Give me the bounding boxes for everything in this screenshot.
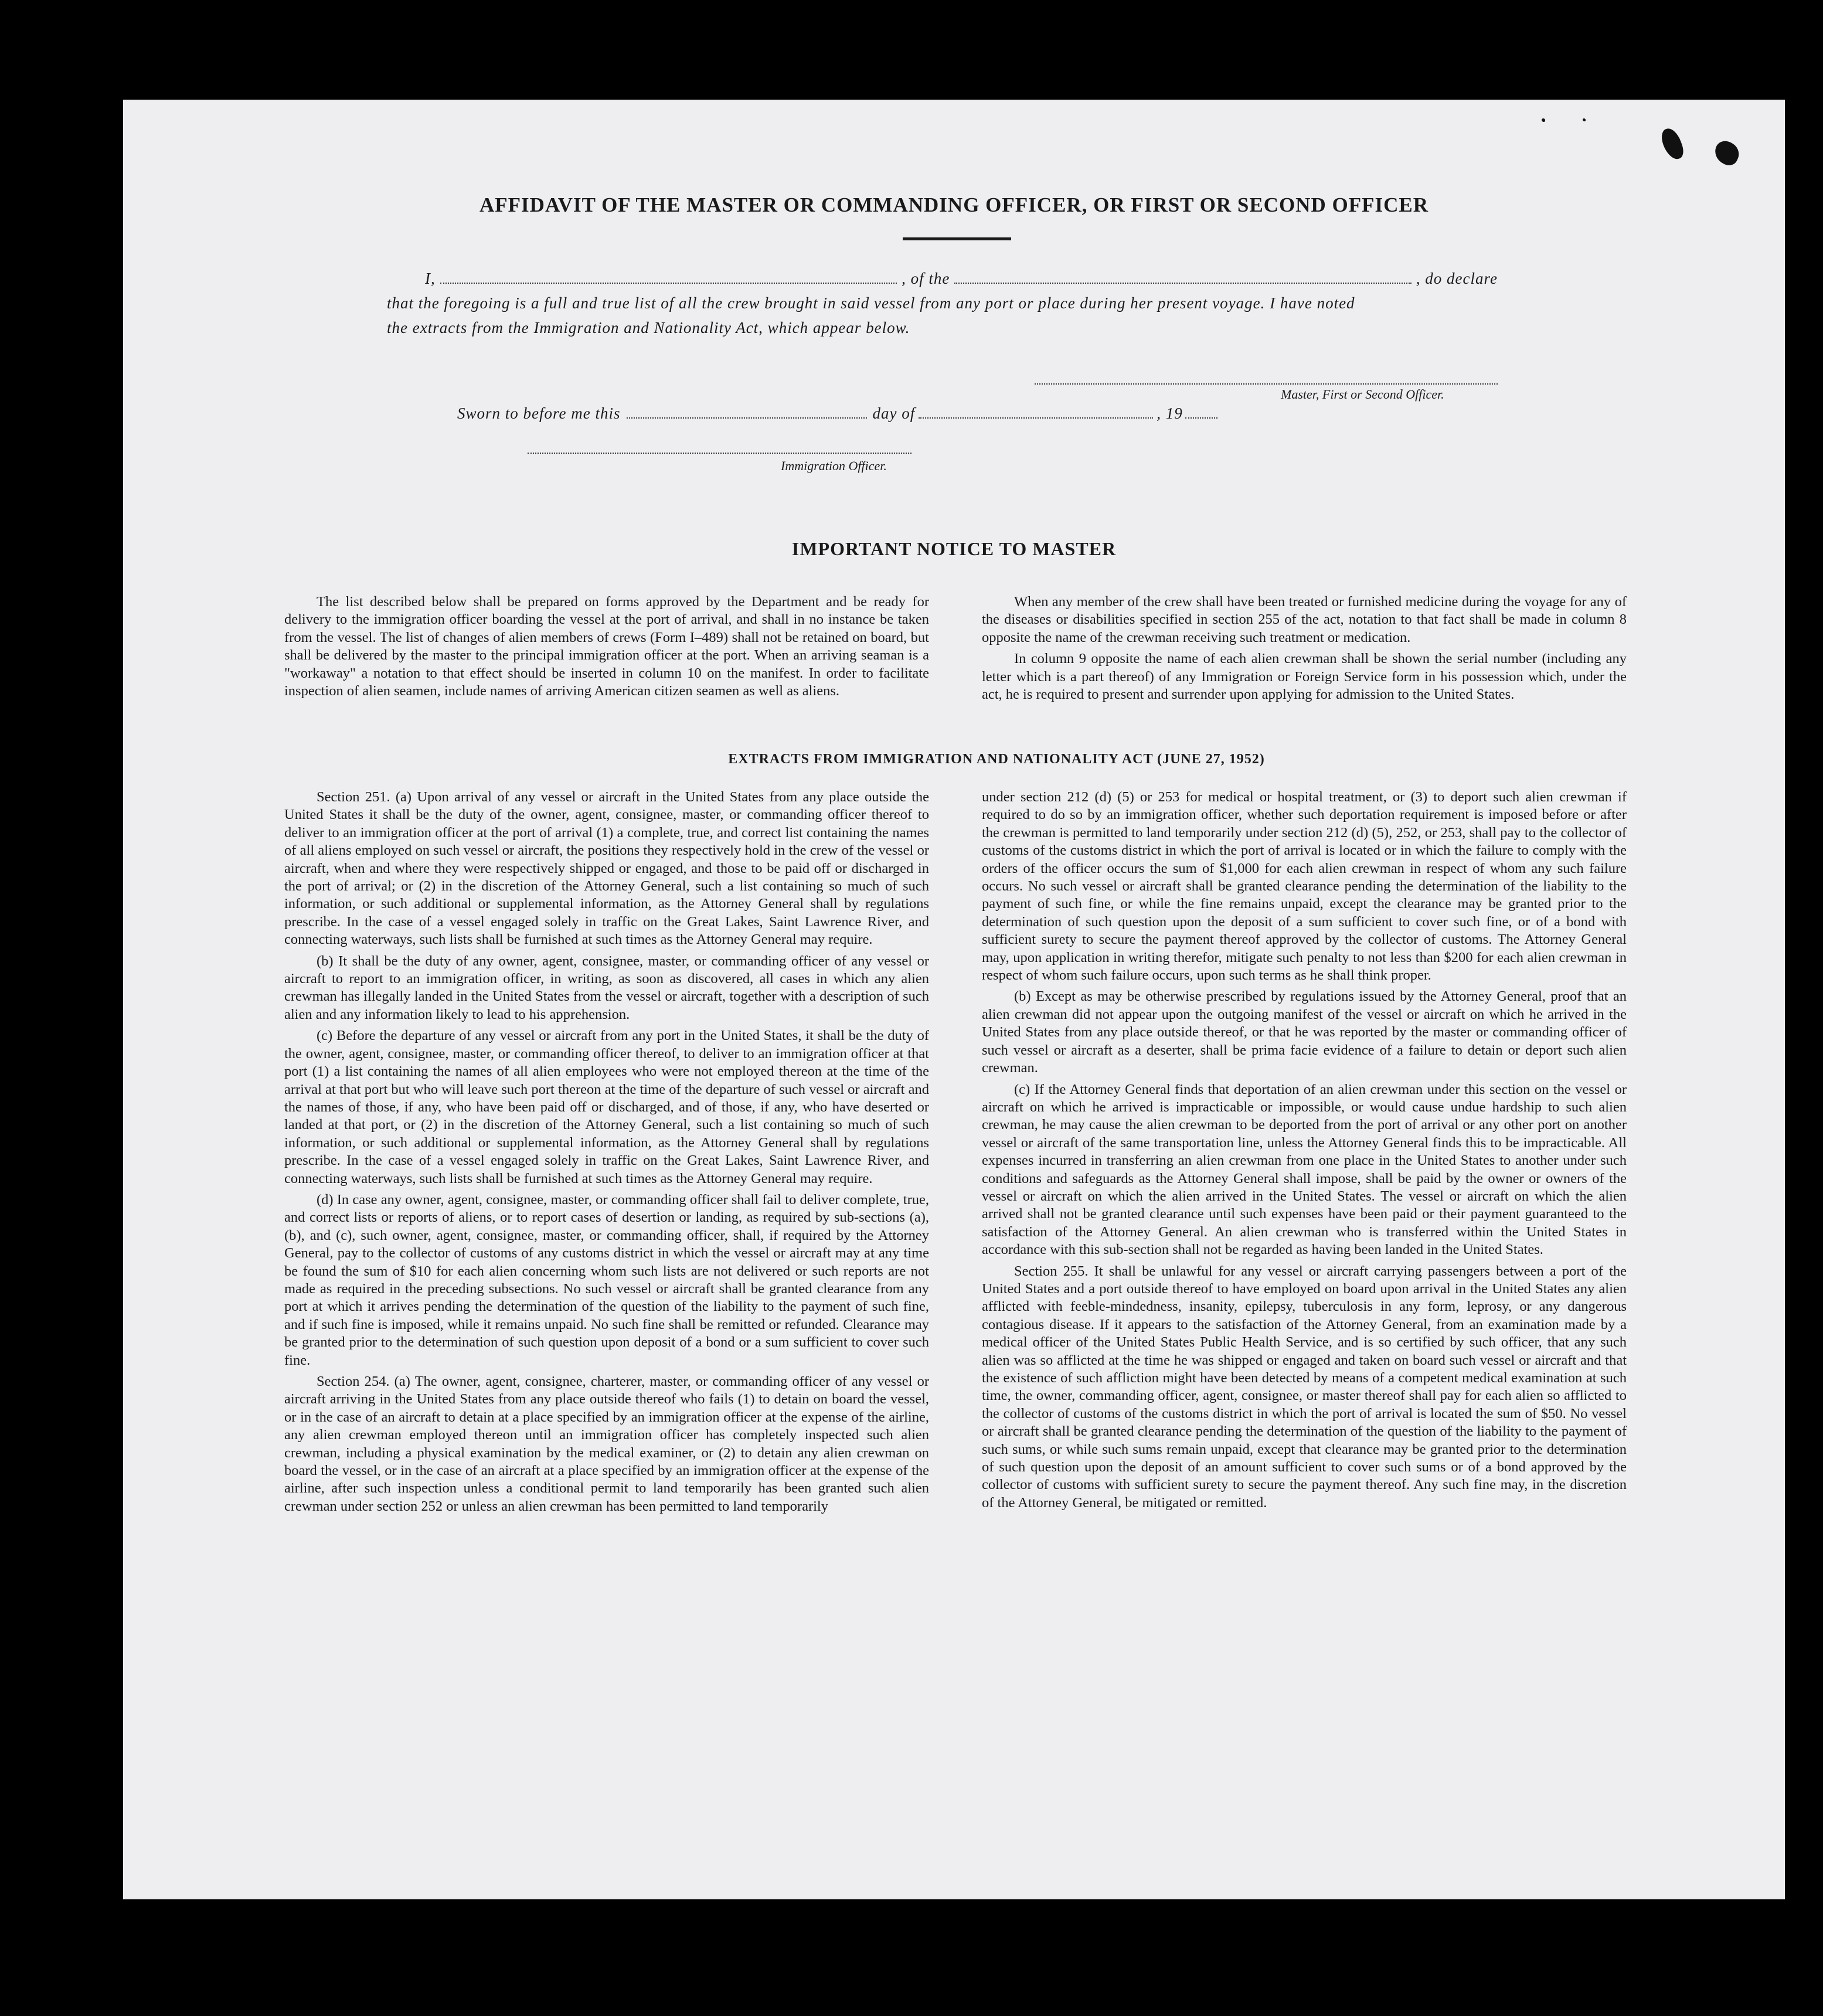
declaration bbox=[387, 266, 1498, 340]
notice-left-column bbox=[284, 593, 929, 703]
extracts-right-column bbox=[982, 788, 1627, 1515]
section-paragraph: (c) Before the departure of any vessel or aircraft from any port in the United States, it shall be the duty of the owner, agent, consignee, master, or commanding officer thereof, to deliver to an immigration officer at that port (1) a list containing the names of all alien employees who were not employed thereon at the time of the arrival at that port but who will leave such port thereon at the time of the departure of such vessel or aircraft and the names of those, if any, who have been paid off or discharged, and of those, if any, who have deserted or landed at that port, or (2) in the discretion of the Attorney General, such a list containing so much of such information, or such additional or supplemental information, as the Attorney General shall by regulations prescribe. In the case of a vessel engaged solely in traffic on the Great Lakes, Saint Lawrence River, and connecting waterways, such lists shall be furnished at such times as the Attorney General may require. bbox=[284, 1028, 929, 1187]
declaration-line2: that the foregoing is a full and true list of all the crew brought in said vessel from any port or place during her present voyage. I have noted bbox=[387, 294, 1355, 312]
ink-blot-mark bbox=[1542, 118, 1545, 122]
sworn-day-of: day of bbox=[872, 404, 916, 422]
section-paragraph: Section 255. It shall be unlawful for any vessel or aircraft carrying passengers between a port of the United States and a port outside thereof to have employed on board upon arrival in the United States any alien afflicted with feeble-mindedness, insanity, epilepsy, tuberculosis in any form, leprosy, or any dangerous contagious disease. If it appears to the satisfaction of the Attorney General, from an examination made by a medical officer of the United States Public Health Service, and is so certified by such officer, that any such alien was so afflicted at the time he was shipped or engaged and taken on board such vessel or aircraft and that the existence of such affliction might have been detected by means of a competent medical examination at such time, the owner, commanding officer, agent, consignee, or master thereof shall pay for each alien so afflicted to the collector of customs of the customs district in which the port of arrival is located the sum of $50. No vessel or aircraft shall be granted clearance pending the determination of the question of the liability to the payment of such sums, or while such sums remain unpaid, except that clearance may be granted prior to the determination of such question upon the deposit of an amount sufficient to cover such sums or of a bond approved by the collector of customs with sufficient surety to secure the payment thereof. Any such fine may, in the discretion of the Attorney General, be mitigated or remitted. bbox=[982, 1263, 1627, 1511]
declaration-line3: the extracts from the Immigration and Nationality Act, which appear below. bbox=[387, 319, 910, 336]
section-paragraph: under section 212 (d) (5) or 253 for medical or hospital treatment, or (3) to deport such alien crewman if required to do so by an immigration officer, whether such deportation requirement is imposed before or after the crewman is permitted to land temporarily under section 212 (d) (5), 252, or 253, shall pay to the collector of customs of the customs district in which the port of arrival is located or in which the failure to comply with the orders of the officer occurs the sum of $1,000 for each alien crewman in respect of whom any such failure occurs. No such vessel or aircraft shall be granted clearance pending the determination of the liability to the payment of such fine, or while the fine remains unpaid, except the clearance may be granted prior to the determination of such question upon the deposit of a sum sufficient to cover such fine, or of a bond with sufficient surety to secure the payment thereof approved by the collector of customs. The Attorney General may, upon application in writing therefor, mitigate such penalty to not less than $200 for each alien crewman in respect of whom such failure occurs, upon such terms as he shall think proper. bbox=[982, 789, 1627, 984]
master-signature-label: Master, First or Second Officer. bbox=[1281, 387, 1444, 402]
declaration-i: I, bbox=[425, 270, 436, 287]
affidavit-title: AFFIDAVIT OF THE MASTER OR COMMANDING OFFICER, OR FIRST OR SECOND OFFICER bbox=[479, 193, 1429, 216]
notice-paragraph: When any member of the crew shall have been treated or furnished medicine during the voyage for any of the diseases or disabilities specified in section 255 of the act, notation to that fact shall be made in column 8 opposite the name of the crewman receiving such treatment or medication. bbox=[982, 594, 1627, 645]
section-paragraph: (c) If the Attorney General finds that deportation of an alien crewman under this section on the vessel or aircraft on which he arrived is impracticable or impossible, or would cause undue hardship to such alien crewman, he may cause the alien crewman to be deported from the port of arrival or any other port on another vessel or aircraft of the same transportation line, unless the Attorney General finds this to be impracticable. All expenses incurred in transferring an alien crewman from one place in the United States to another under such conditions and safeguards as the Attorney General shall impose, shall be paid by the owner or owners of the vessel or aircraft on which the alien arrived in the United States. The vessel or aircraft on which the alien arrived shall not be granted clearance until such expenses have been paid or their payment guaranteed to the satisfaction of the Attorney General. An alien crewman who is transferred within the United States in accordance with this sub-section shall not be regarded as having been landed in the United States. bbox=[982, 1081, 1627, 1258]
ink-blot-mark bbox=[1711, 138, 1743, 168]
sworn-day-field[interactable] bbox=[627, 407, 867, 419]
sworn-prefix: Sworn to before me this bbox=[457, 404, 621, 422]
document-page bbox=[123, 100, 1785, 1899]
sworn-line bbox=[457, 404, 1366, 423]
notice-title: IMPORTANT NOTICE TO MASTER bbox=[791, 538, 1117, 559]
notice-right-column bbox=[982, 593, 1627, 707]
section-paragraph: Section 251. (a) Upon arrival of any vessel or aircraft in the United States from any place outside the United States it shall be the duty of the owner, agent, consignee, master, or commanding officer thereof to deliver to an immigration officer at the port of arrival (1) a complete, true, and correct list containing the names of all aliens employed on such vessel or aircraft, the positions they respectively hold in the crew of the vessel or aircraft, when and where they were respectively shipped or engaged, and those to be paid off or discharged in the port of arrival; or (2) in the discretion of the Attorney General, such a list containing so much of such information, or such additional or supplemental information, as the Attorney General shall by regulations prescribe. In the case of a vessel engaged solely in traffic on the Great Lakes, Saint Lawrence River, and connecting waterways, such lists shall be furnished at such times as the Attorney General may require. bbox=[284, 789, 929, 948]
extracts-left-column bbox=[284, 788, 929, 1519]
officer-signature-field[interactable] bbox=[528, 453, 911, 454]
section-paragraph: (d) In case any owner, agent, consignee, master, or commanding officer shall fail to deliver complete, true, and correct lists or reports of aliens, or to report cases of desertion or landing, as required by sub-sections (a), (b), and (c), such owner, agent, consignee, master, or commanding officer, shall, if required by the Attorney General, pay to the collector of customs of any customs district in which the vessel or aircraft may at any time be found the sum of $10 for each alien concerning whom such lists are not delivered or such reports are not made as required in the preceding subsections. No such vessel or aircraft shall be granted clearance from any port at which it arrives pending the determination of the question of the liability to the payment of such fine, and if such fine is imposed, while it remains unpaid. No such fine shall be remitted or refunded. Clearance may be granted prior to the determination of such question upon deposit of a bond or a sum sufficient to cover such fine. bbox=[284, 1191, 929, 1368]
section-paragraph: Section 254. (a) The owner, agent, consignee, charterer, master, or commanding officer of any vessel or aircraft arriving in the United States from any place outside thereof who fails (1) to detain on board the vessel, or in the case of an aircraft to detain at a place specified by an immigration officer at the expense of the airline, any alien crewman employed thereon until an immigration officer has completely inspected such alien crewman, including a physical examination by the medical examiner, or (2) to detain any alien crewman on board the vessel, or in the case of an aircraft at a place specified by an immigration officer at the expense of the airline, after such inspection unless a conditional permit to land temporarily has been granted such alien crewman under section 252 or unless an alien crewman has been permitted to land temporarily bbox=[284, 1374, 929, 1514]
vessel-field[interactable] bbox=[954, 272, 1411, 284]
extracts-title: EXTRACTS FROM IMMIGRATION AND NATIONALITY ACT (JUNE 27, 1952) bbox=[728, 752, 1265, 767]
section-paragraph: (b) It shall be the duty of any owner, agent, consignee, master, or commanding officer of any vessel or aircraft to report to an immigration officer, in writing, as soon as discovered, all cases in which any alien crewman has illegally landed in the United States from the vessel or aircraft, together with a description of such alien and any information likely to lead to his apprehension. bbox=[284, 953, 929, 1022]
ink-blot-mark bbox=[1583, 118, 1586, 121]
declaration-do-declare: , do declare bbox=[1416, 270, 1498, 287]
title-rule bbox=[903, 237, 1011, 240]
sworn-year-field[interactable] bbox=[1185, 407, 1217, 419]
notice-paragraph: In column 9 opposite the name of each alien crewman shall be shown the serial number (including any letter which is a part thereof) of any Immigration or Foreign Service form in his possession which, under the act, he is required to present and surrender upon applying for admission to the United States. bbox=[982, 651, 1627, 703]
sworn-month-field[interactable] bbox=[919, 407, 1153, 419]
declaration-of-the: , of the bbox=[902, 270, 950, 287]
sworn-year-prefix: , 19 bbox=[1157, 404, 1183, 422]
officer-signature-label: Immigration Officer. bbox=[781, 458, 887, 473]
name-field[interactable] bbox=[440, 272, 897, 284]
notice-paragraph: The list described below shall be prepared on forms approved by the Department and be ready for delivery to the immigration officer boarding the vessel at the port of arrival, and shall in no instance be taken from the vessel. The list of changes of alien members of crews (Form I–489) shall not be retained on board, but shall be delivered by the master to the principal immigration officer at the port. When an arriving seaman is a "workaway" a notation to that effect should be inserted in column 10 on the manifest. In order to facilitate inspection of alien seamen, include names of arriving American citizen seamen as well as aliens. bbox=[284, 594, 929, 699]
ink-blot-mark bbox=[1658, 126, 1686, 162]
section-paragraph: (b) Except as may be otherwise prescribed by regulations issued by the Attorney General, proof that an alien crewman did not appear upon the outgoing manifest of the vessel or aircraft on which he arrived in the United States from any place outside thereof, or that he was reported by the master or commanding officer of such vessel or aircraft as a deserter, shall be prima facie evidence of a failure to detain or deport such alien crewman. bbox=[982, 988, 1627, 1076]
master-signature-field[interactable] bbox=[1035, 383, 1498, 385]
